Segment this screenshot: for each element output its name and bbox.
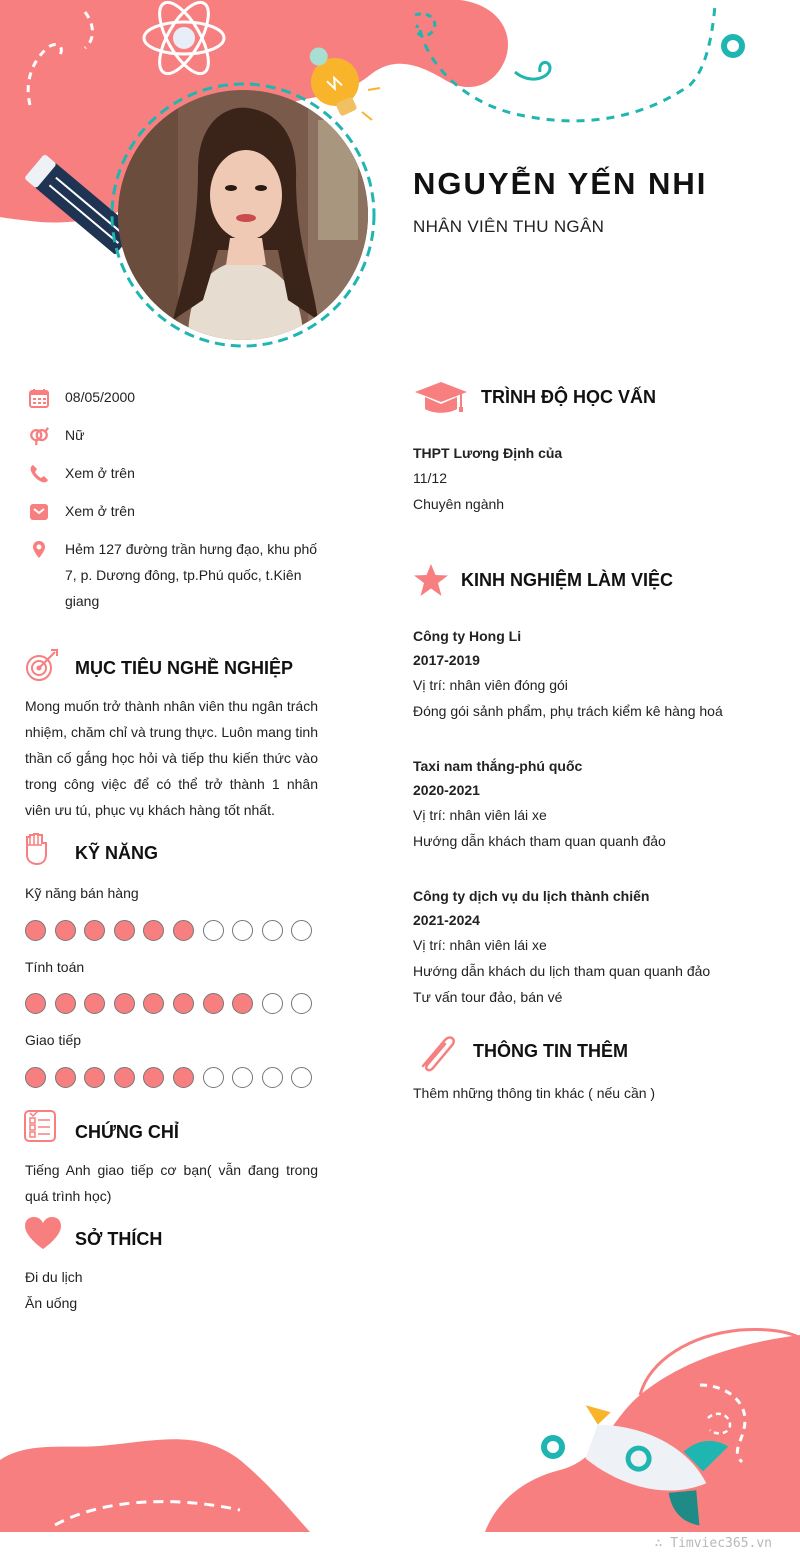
phone-row bbox=[25, 460, 325, 486]
email-row bbox=[25, 498, 325, 524]
company-name: Taxi nam thắng-phú quốc bbox=[413, 758, 583, 774]
job-detail: Vị trí: nhân viên đóng gói bbox=[413, 677, 568, 693]
rating-dot-filled bbox=[25, 993, 46, 1014]
skill-name: Tính toán bbox=[25, 959, 85, 975]
fist-icon bbox=[24, 831, 48, 865]
certificates-text: Tiếng Anh giao tiếp cơ bạn( vẫn đang trong quá trình học) bbox=[25, 1162, 318, 1204]
school-grade: 11/12 bbox=[413, 470, 447, 486]
phone-icon bbox=[29, 464, 49, 484]
rating-dot-empty bbox=[262, 1067, 283, 1088]
gender-text: Nữ bbox=[65, 427, 85, 443]
skills-title: KỸ NĂNG bbox=[75, 843, 159, 863]
address-row bbox=[25, 536, 325, 616]
extra-text: Thêm những thông tin khác ( nếu cần ) bbox=[413, 1085, 656, 1101]
job-detail: Hướng dẫn khách tham quan quanh đảo bbox=[413, 833, 666, 849]
hobby-item: Ăn uống bbox=[25, 1295, 78, 1311]
rating-dot-filled bbox=[203, 993, 224, 1014]
job-detail: Tư vấn tour đảo, bán vé bbox=[413, 989, 563, 1005]
rating-dot-empty bbox=[262, 993, 283, 1014]
gender-row bbox=[25, 422, 325, 448]
education-title: TRÌNH ĐỘ HỌC VẤN bbox=[481, 387, 656, 407]
email-text: Xem ở trên bbox=[65, 503, 135, 519]
target-icon bbox=[24, 648, 60, 684]
checklist-icon bbox=[24, 1110, 56, 1142]
birthdate-text: 08/05/2000 bbox=[65, 389, 136, 405]
rating-dot-filled bbox=[25, 1067, 46, 1088]
rating-dot-filled bbox=[55, 993, 76, 1014]
rating-dot-filled bbox=[114, 993, 135, 1014]
paperclip-icon bbox=[415, 1030, 459, 1074]
profile-photo bbox=[118, 90, 368, 340]
email-icon bbox=[29, 502, 49, 522]
job-detail: Hướng dẫn khách du lịch tham quan quanh đảo bbox=[413, 963, 711, 979]
rating-dot-empty bbox=[262, 920, 283, 941]
rating-dot-filled bbox=[114, 920, 135, 941]
extra-title: THÔNG TIN THÊM bbox=[473, 1041, 628, 1061]
rating-dot-filled bbox=[25, 920, 46, 941]
phone-text: Xem ở trên bbox=[65, 465, 135, 481]
star-icon bbox=[413, 563, 449, 597]
job-period: 2020-2021 bbox=[413, 782, 480, 798]
heart-icon bbox=[24, 1216, 62, 1250]
school-name: THPT Lương Định của bbox=[413, 445, 563, 461]
objective-text: Mong muốn trở thành nhân viên thu ngân trách nhiệm, chăm chỉ và trung thực. Luôn mang tinh thần cố gắng học hỏi và tiếp thu kiến thức vào trong công việc để có thể trở thành 1 nhân viên ưu tú, phục vụ khách hàng tốt nhất. bbox=[25, 698, 318, 818]
rating-dot-filled bbox=[173, 993, 194, 1014]
calendar-icon bbox=[29, 388, 49, 408]
rating-dot-filled bbox=[55, 1067, 76, 1088]
job-title: NHÂN VIÊN THU NGÂN bbox=[413, 217, 605, 236]
rating-dot-filled bbox=[55, 920, 76, 941]
company-name: Công ty dịch vụ du lịch thành chiến bbox=[413, 888, 650, 904]
job-period: 2017-2019 bbox=[413, 652, 480, 668]
hobby-item: Đi du lịch bbox=[25, 1269, 83, 1285]
hobbies-title: SỞ THÍCH bbox=[75, 1229, 163, 1249]
rating-dot-filled bbox=[173, 920, 194, 941]
company-name: Công ty Hong Li bbox=[413, 628, 522, 644]
birthdate-row bbox=[25, 384, 325, 410]
rating-dot-empty bbox=[203, 920, 224, 941]
candidate-name: NGUYỄN YẾN NHI bbox=[413, 166, 708, 201]
profile-photo-frame bbox=[110, 82, 376, 348]
footer-brand[interactable]: ∴ Timviec365.vn bbox=[654, 1536, 772, 1551]
experience-title: KINH NGHIỆM LÀM VIỆC bbox=[461, 570, 674, 590]
address-text: Hẻm 127 đường trần hưng đạo, khu phố 7, p. Dương đông, tp.Phú quốc, t.Kiên giang bbox=[65, 541, 318, 609]
footer-brand-label: Timviec365.vn bbox=[670, 1536, 772, 1551]
certificates-title: CHỨNG CHỈ bbox=[75, 1122, 179, 1142]
footer bbox=[0, 1532, 800, 1557]
job-detail: Vị trí: nhân viên lái xe bbox=[413, 937, 547, 953]
objective-title: MỤC TIÊU NGHỀ NGHIỆP bbox=[75, 658, 294, 678]
rating-dot-filled bbox=[114, 1067, 135, 1088]
skill-name: Kỹ năng bán hàng bbox=[25, 885, 139, 901]
school-major: Chuyên ngành bbox=[413, 496, 505, 512]
skill-name: Giao tiếp bbox=[25, 1032, 82, 1048]
location-icon bbox=[29, 540, 49, 560]
job-detail: Vị trí: nhân viên lái xe bbox=[413, 807, 547, 823]
job-detail: Đóng gói sảnh phẩm, phụ trách kiểm kê hàng hoá bbox=[413, 703, 723, 719]
job-period: 2021-2024 bbox=[413, 912, 480, 928]
gender-icon bbox=[29, 426, 49, 446]
graduation-cap-icon bbox=[413, 380, 469, 414]
rating-dot-empty bbox=[203, 1067, 224, 1088]
rating-dot-filled bbox=[173, 1067, 194, 1088]
